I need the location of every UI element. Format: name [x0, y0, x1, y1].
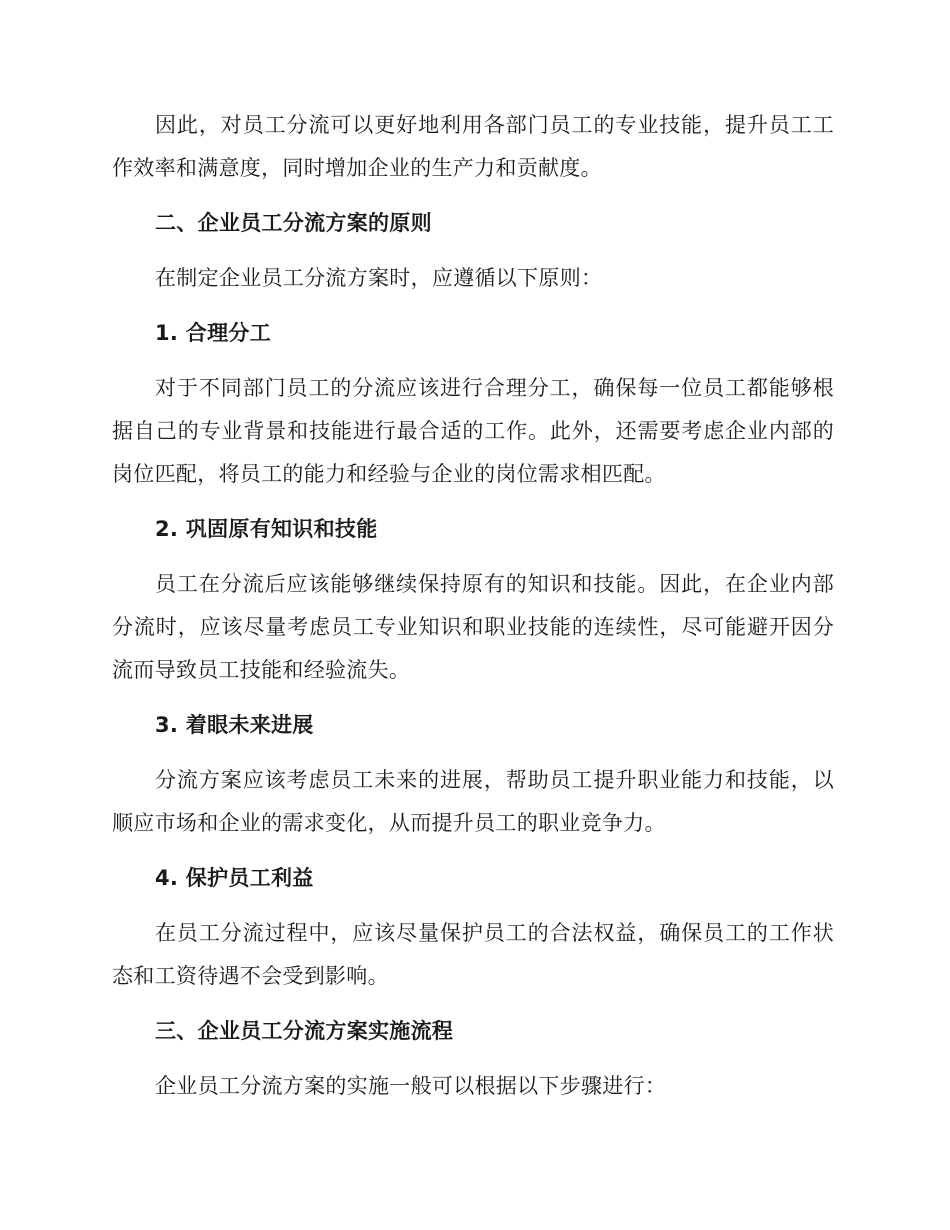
- paragraph-future-development: 分流方案应该考虑员工未来的进展，帮助员工提升职业能力和技能，以顺应市场和企业的需求变化，从而提升员工的职业竞争力。: [112, 768, 834, 835]
- paragraph-consolidate-skills: 员工在分流后应该能够继续保持原有的知识和技能。因此，在企业内部分流时，应该尽量考虑员工专业知识和职业技能的连续性，尽可能避开因分流而导致员工技能和经验流失。: [112, 572, 834, 682]
- subheading-reasonable-division: 1. 合理分工: [155, 321, 271, 345]
- subheading-future-development: 3. 着眼未来进展: [155, 713, 314, 737]
- paragraph-implementation-intro: 企业员工分流方案的实施一般可以根据以下步骤进行：: [155, 1074, 667, 1098]
- section-heading-principles: 二、企业员工分流方案的原则: [155, 211, 432, 235]
- subheading-consolidate-skills: 2. 巩固原有知识和技能: [155, 517, 378, 541]
- paragraph-principles-intro: 在制定企业员工分流方案时，应遵循以下原则：: [155, 266, 603, 290]
- document-page: [112, 104, 834, 1120]
- subheading-protect-interests: 4. 保护员工利益: [155, 866, 314, 890]
- paragraph-efficiency: 因此，对员工分流可以更好地利用各部门员工的专业技能，提升员工工作效率和满意度，同时增加企业的生产力和贡献度。: [112, 113, 834, 180]
- section-heading-implementation: 三、企业员工分流方案实施流程: [155, 1019, 454, 1043]
- paragraph-protect-interests: 在员工分流过程中，应该尽量保护员工的合法权益，确保员工的工作状态和工资待遇不会受到影响。: [112, 921, 834, 988]
- paragraph-reasonable-division: 对于不同部门员工的分流应该进行合理分工，确保每一位员工都能够根据自己的专业背景和技能进行最合适的工作。此外，还需要考虑企业内部的岗位匹配，将员工的能力和经验与企业的岗位需求相匹配。: [112, 376, 834, 486]
